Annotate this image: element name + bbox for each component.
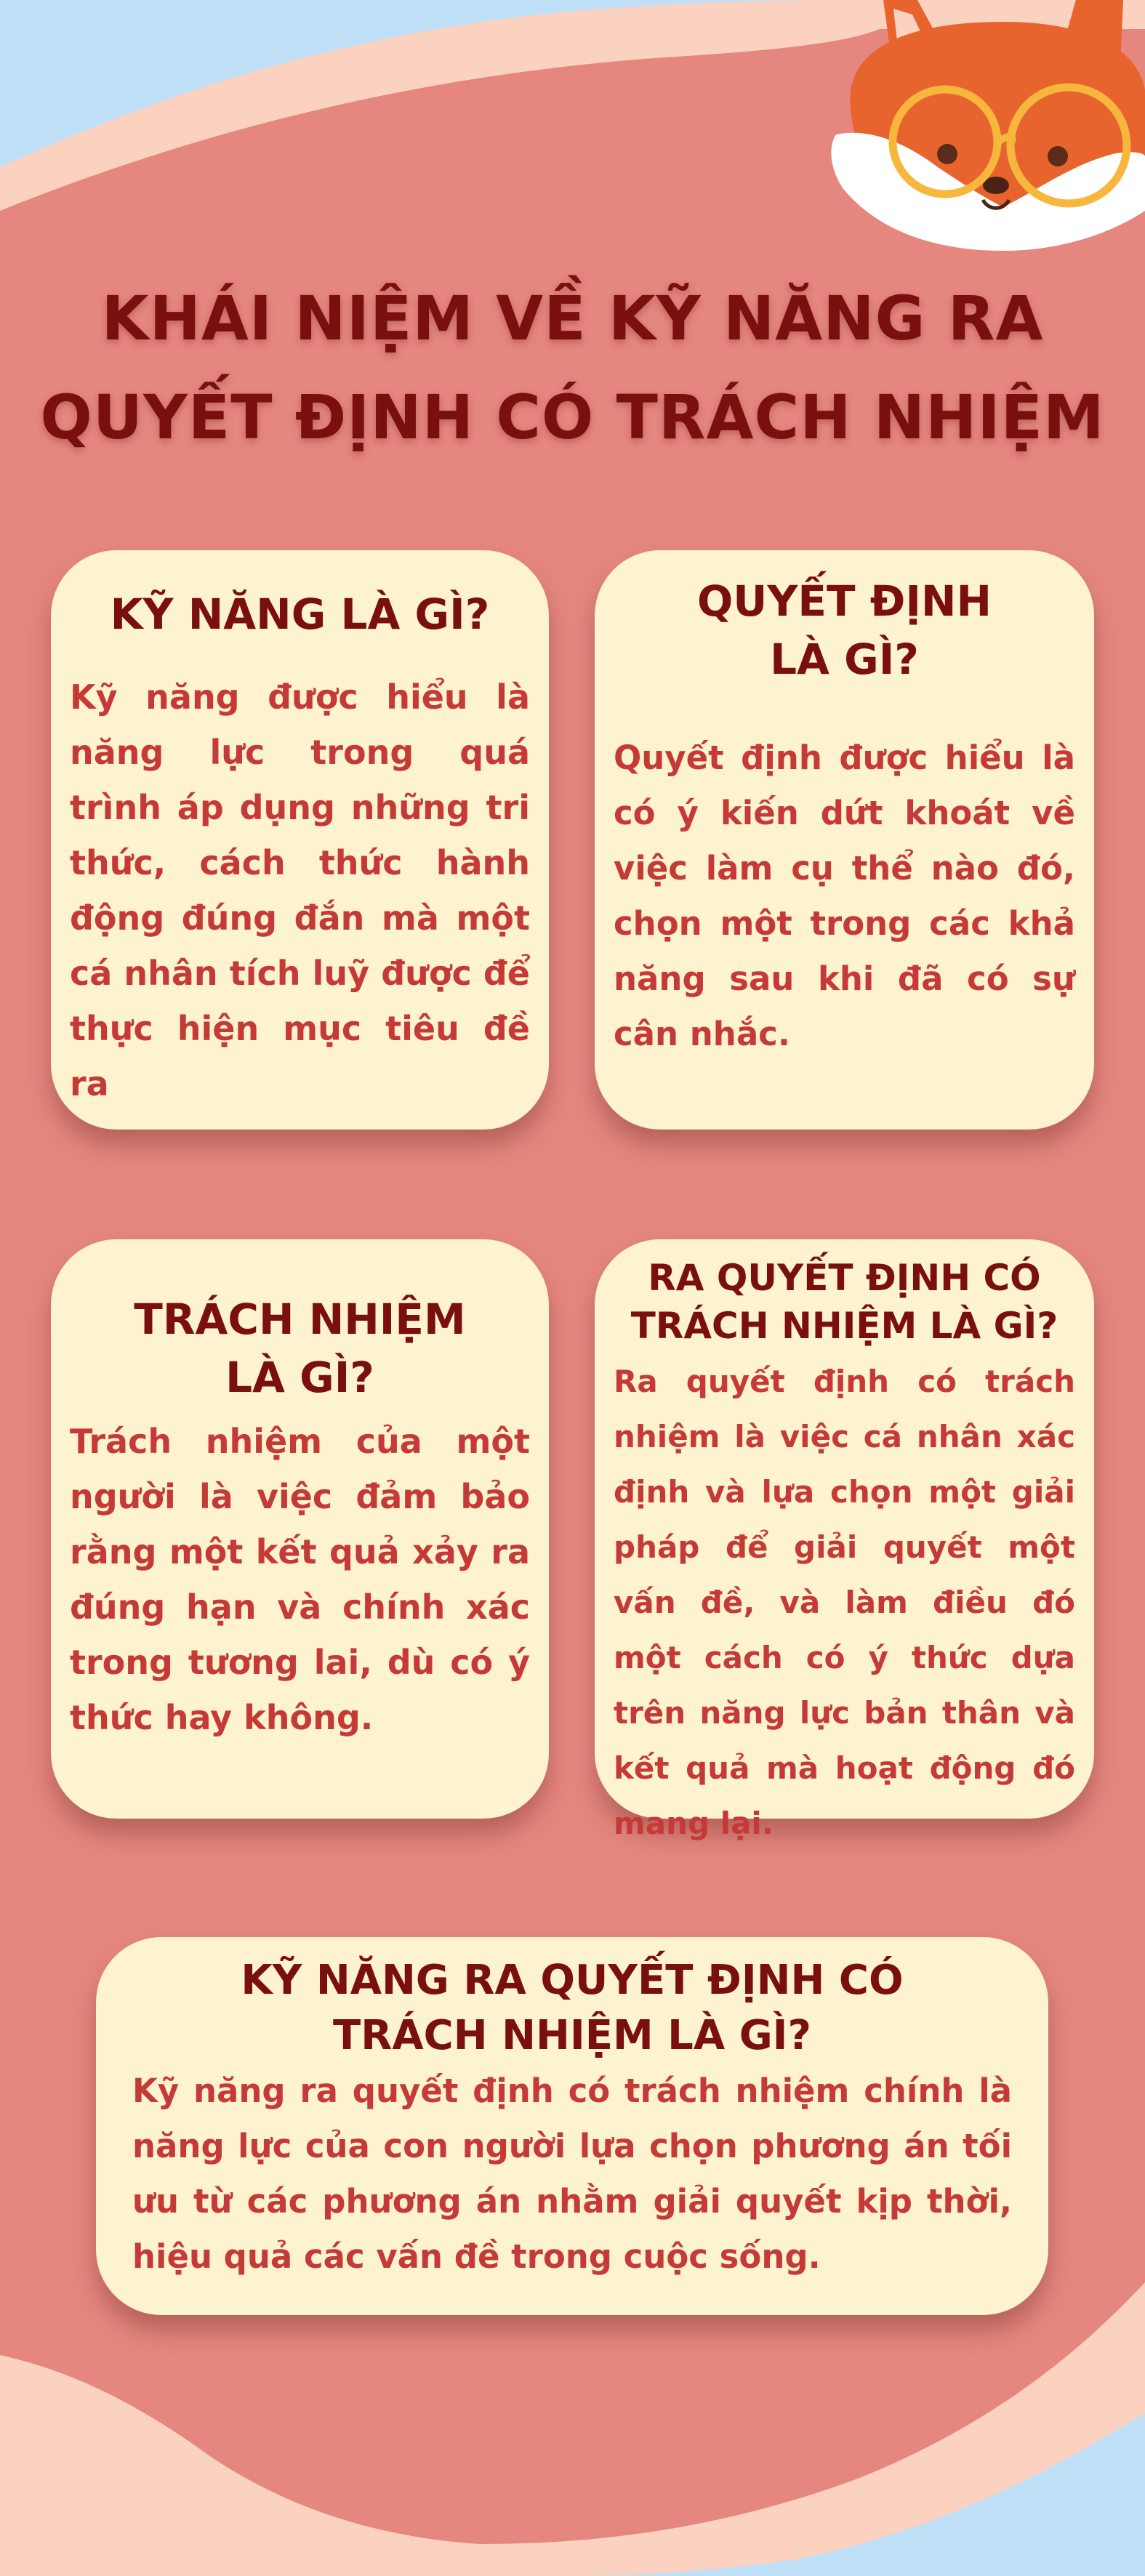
card-body: Kỹ năng được hiểu là năng lực trong quá trình áp dụng những tri thức, cách thức hành động đúng đắn mà một cá nhân tích luỹ được để thực hiện mục tiêu đề ra: [70, 677, 530, 1103]
card-heading-line-2: TRÁCH NHIỆM LÀ GÌ?: [333, 2012, 811, 2059]
card-heading: [132, 1953, 1012, 2064]
page-title-line-1: KHÁI NIỆM VỀ KỸ NĂNG RA: [101, 283, 1044, 354]
card-heading-line-1: QUYẾT ĐỊNH: [696, 576, 992, 626]
card-responsible-decision-skill-definition: [96, 1937, 1048, 2315]
page-title: [0, 269, 1145, 467]
card-heading-line-1: KỸ NĂNG RA QUYẾT ĐỊNH CÓ: [241, 1957, 904, 2004]
card-responsible-decision-definition: [595, 1239, 1094, 1841]
card-skill-definition: [51, 550, 549, 1130]
card-responsibility-definition: [51, 1239, 549, 1819]
card-heading: KỸ NĂNG LÀ GÌ?: [110, 589, 490, 639]
page-title-line-2: QUYẾT ĐỊNH CÓ TRÁCH NHIỆM: [40, 382, 1105, 453]
card-heading-line-1: RA QUYẾT ĐỊNH CÓ: [648, 1257, 1041, 1299]
card-heading: [614, 1254, 1075, 1350]
card-heading: [70, 1290, 530, 1406]
card-body: Trách nhiệm của một người là việc đảm bảo rằng một kết quả xảy ra đúng hạn và chính xác trong tương lai, dù có ý thức hay không.: [70, 1422, 530, 1737]
card-heading: [614, 572, 1075, 688]
card-heading-line-2: LÀ GÌ?: [225, 1353, 374, 1402]
card-heading-line-2: LÀ GÌ?: [770, 635, 919, 684]
card-body: Ra quyết định có trách nhiệm là việc cá nhân xác định và lựa chọn một giải pháp để giải quyết một vấn đề, và làm điều đó một cách có ý thức dựa trên năng lực bản thân và kết quả mà hoạt động đó mang lại.: [614, 1364, 1075, 1841]
card-body: Kỹ năng ra quyết định có trách nhiệm chính là năng lực của con người lựa chọn phương án tối ưu từ các phương án nhằm giải quyết kịp thời, hiệu quả các vấn đề trong cuộc sống.: [132, 2072, 1012, 2276]
card-body: Quyết định được hiểu là có ý kiến dứt khoát về việc làm cụ thể nào đó, chọn một trong các khả năng sau khi đã có sự cân nhắc.: [614, 738, 1075, 1053]
card-decision-definition: [595, 550, 1094, 1130]
card-heading-line-1: TRÁCH NHIỆM: [134, 1295, 466, 1344]
card-heading-line-2: TRÁCH NHIỆM LÀ GÌ?: [630, 1305, 1058, 1347]
